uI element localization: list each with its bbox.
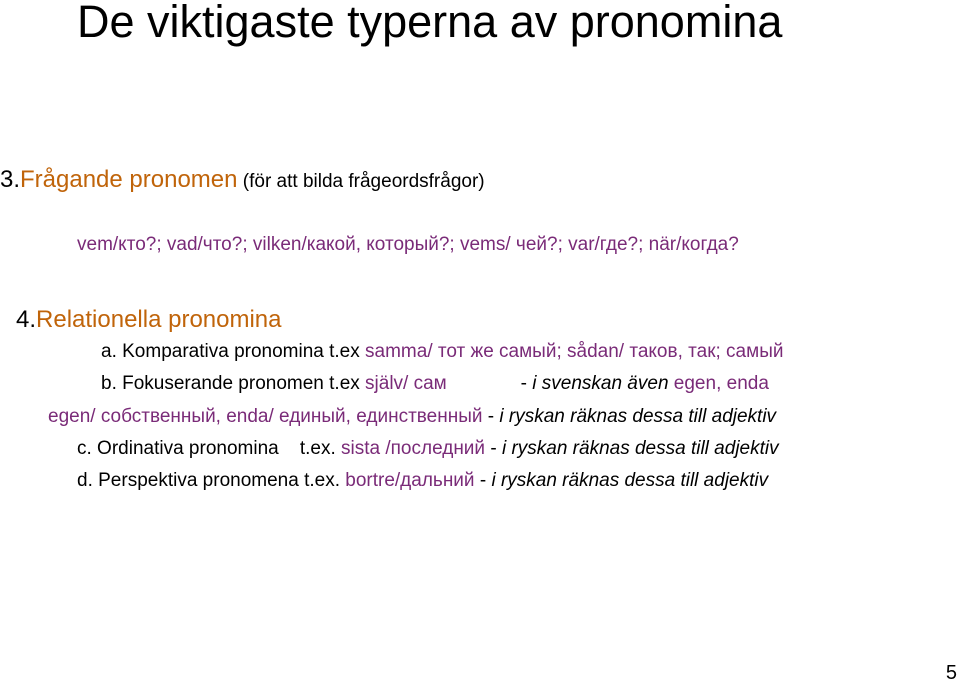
- item-b-examples: själv/ сам: [365, 373, 447, 394]
- section-3-note: (för att bilda frågeordsfrågor): [237, 171, 485, 192]
- section-3-number: 3.: [0, 166, 21, 193]
- item-b-note: i svenskan även: [532, 373, 674, 394]
- item-b-cont-words: egen/ собственный, enda/ единый, единственный: [48, 406, 483, 427]
- section-3-heading: [0, 166, 485, 194]
- section-4-number: 4.: [16, 306, 37, 333]
- item-a: [101, 340, 783, 364]
- item-b-note-words: egen, enda: [673, 373, 769, 394]
- section-3-title: Frågande pronomen: [20, 166, 238, 193]
- item-b-continuation: [48, 405, 776, 429]
- item-d-label: d. Perspektiva pronomena t.ex.: [77, 470, 346, 491]
- item-c-dash: -: [485, 438, 502, 459]
- item-b-cont-dash: -: [482, 406, 500, 427]
- item-b-label: b. Fokuserande pronomen t.ex: [101, 373, 366, 394]
- section-4-title: Relationella pronomina: [36, 306, 282, 333]
- slide-title: De viktigaste typerna av pronomina: [77, 0, 783, 47]
- item-b-gap: [447, 373, 521, 394]
- item-c-label: c. Ordinativa pronomina t.ex.: [77, 438, 342, 459]
- page-number: 5: [945, 662, 957, 684]
- item-a-label: a. Komparativa pronomina t.ex: [101, 341, 366, 362]
- item-d-examples: bortre/дальний: [345, 470, 475, 491]
- item-d: [77, 469, 768, 493]
- item-d-note: i ryskan räknas dessa till adjektiv: [491, 470, 769, 491]
- item-c-examples: sista /последний: [341, 438, 486, 459]
- item-b: [101, 372, 769, 396]
- item-c-note: i ryskan räknas dessa till adjektiv: [501, 438, 779, 459]
- item-c: [77, 437, 779, 461]
- item-a-examples: samma/ тот же самый; sådan/ таков, так; самый: [365, 341, 784, 362]
- item-b-dash: -: [520, 373, 533, 394]
- item-d-dash: -: [474, 470, 492, 491]
- item-b-cont-note: i ryskan räknas dessa till adjektiv: [499, 406, 777, 427]
- section-4-heading: [16, 306, 282, 334]
- question-words-line: vem/кто?; vad/что?; vilken/какой, который?; vems/ чей?; var/где?; när/когда?: [77, 234, 739, 255]
